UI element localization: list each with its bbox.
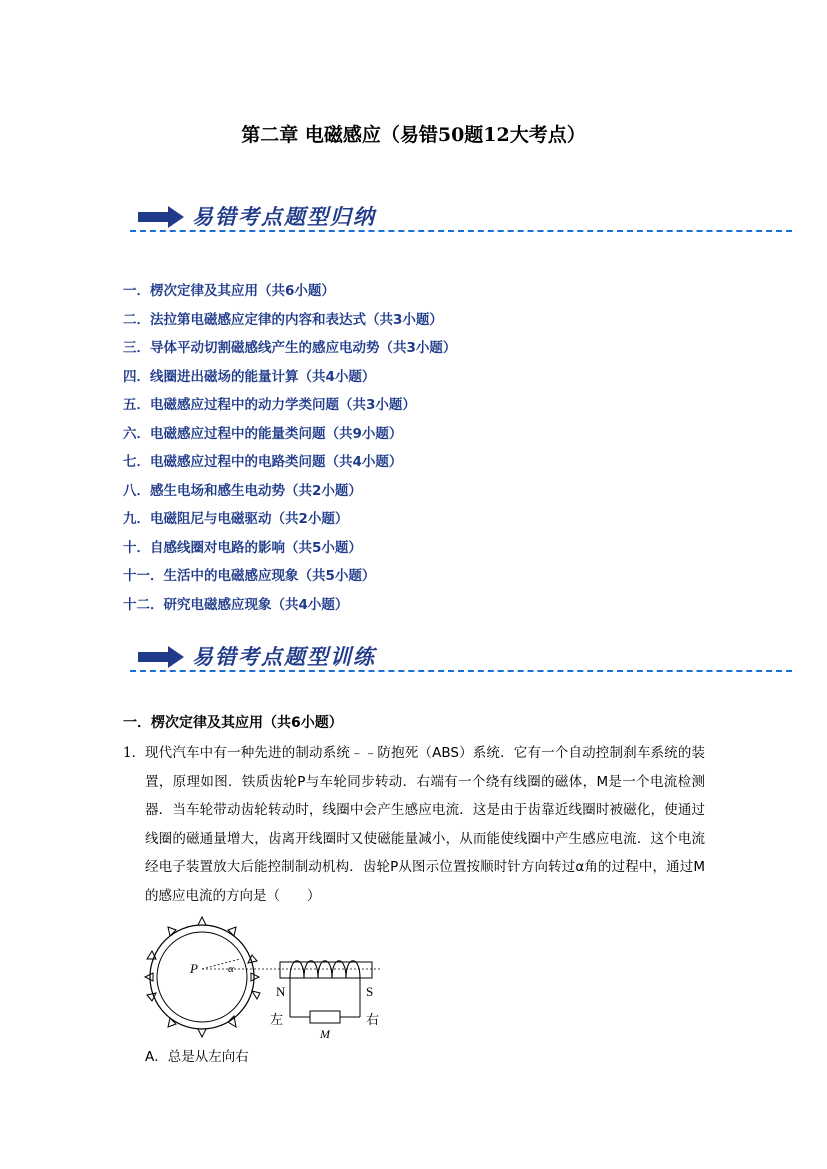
north-label: N	[276, 984, 286, 999]
left-label: 左	[270, 1013, 284, 1028]
magnet-core	[280, 962, 372, 978]
gear-inner	[157, 932, 247, 1022]
section-heading: 一．楞次定律及其应用（共6小题）	[123, 715, 343, 731]
topic-item: 一．楞次定律及其应用（共6小题）	[123, 283, 335, 299]
training-banner-text: 易错考点题型训练	[192, 645, 376, 669]
right-arrow-icon	[138, 646, 184, 668]
south-label: S	[366, 984, 374, 999]
option-a: A．总是从左向右	[145, 1049, 249, 1065]
topic-item: 九．电磁阻尼与电磁驱动（共2小题）	[123, 511, 349, 527]
right-label: 右	[366, 1013, 380, 1028]
gear-outer	[150, 925, 254, 1029]
topic-item: 五．电磁感应过程中的动力学类问题（共3小题）	[123, 397, 416, 413]
abs-diagram	[140, 915, 390, 1040]
topic-item: 二．法拉第电磁感应定律的内容和表达式（共3小题）	[123, 311, 443, 328]
banner-divider	[130, 670, 792, 672]
training-banner	[128, 640, 792, 674]
topic-item: 十二．研究电磁感应现象（共4小题）	[123, 596, 349, 613]
topic-list	[123, 280, 456, 622]
topic-item: 十一．生活中的电磁感应现象（共5小题）	[123, 568, 376, 584]
summary-banner	[128, 200, 792, 234]
page-title: 第二章 电磁感应（易错50题12大考点）	[241, 124, 586, 146]
current-meter	[310, 1011, 340, 1023]
coil	[290, 961, 360, 978]
banner-divider	[130, 230, 792, 232]
question-number: 1．	[123, 745, 146, 761]
topic-item: 四．线圈进出磁场的能量计算（共4小题）	[123, 368, 376, 385]
meter-label: M	[320, 1027, 330, 1040]
topic-item: 三．导体平动切割磁感线产生的感应电动势（共3小题）	[123, 340, 457, 356]
topic-item: 十．自感线圈对电路的影响（共5小题）	[123, 539, 362, 556]
gear-label: P	[190, 961, 198, 976]
topic-item: 八．感生电场和感生电动势（共2小题）	[123, 482, 362, 499]
right-arrow-icon	[138, 206, 184, 228]
topic-item: 六．电磁感应过程中的能量类问题（共9小题）	[123, 425, 403, 442]
summary-banner-text: 易错考点题型归纳	[192, 205, 376, 229]
topic-item: 七．电磁感应过程中的电路类问题（共4小题）	[123, 454, 403, 470]
angle-label: α	[228, 963, 234, 975]
gear-teeth	[145, 917, 260, 1037]
question-text: 现代汽车中有一种先进的制动系统﹣﹣防抱死（ABS）系统．它有一个自动控制刹车系统的装置，原理如图．铁质齿轮P与车轮同步转动．右端有一个绕有线圈的磁体，M是一个电流检测器．当车轮带动齿轮转动时，线圈中会产生感应电流．这是由于齿靠近线圈时被磁化，使通过线圈的磁通量增大，齿离开线圈时又使磁能量减小，从而能使线圈中产生感应电流．这个电流经电子装置放大后能控制制动机构．齿轮P从图示位置按顺时针方向转过α角的过程中，通过M的感应电流的方向是（ ）	[145, 745, 705, 904]
